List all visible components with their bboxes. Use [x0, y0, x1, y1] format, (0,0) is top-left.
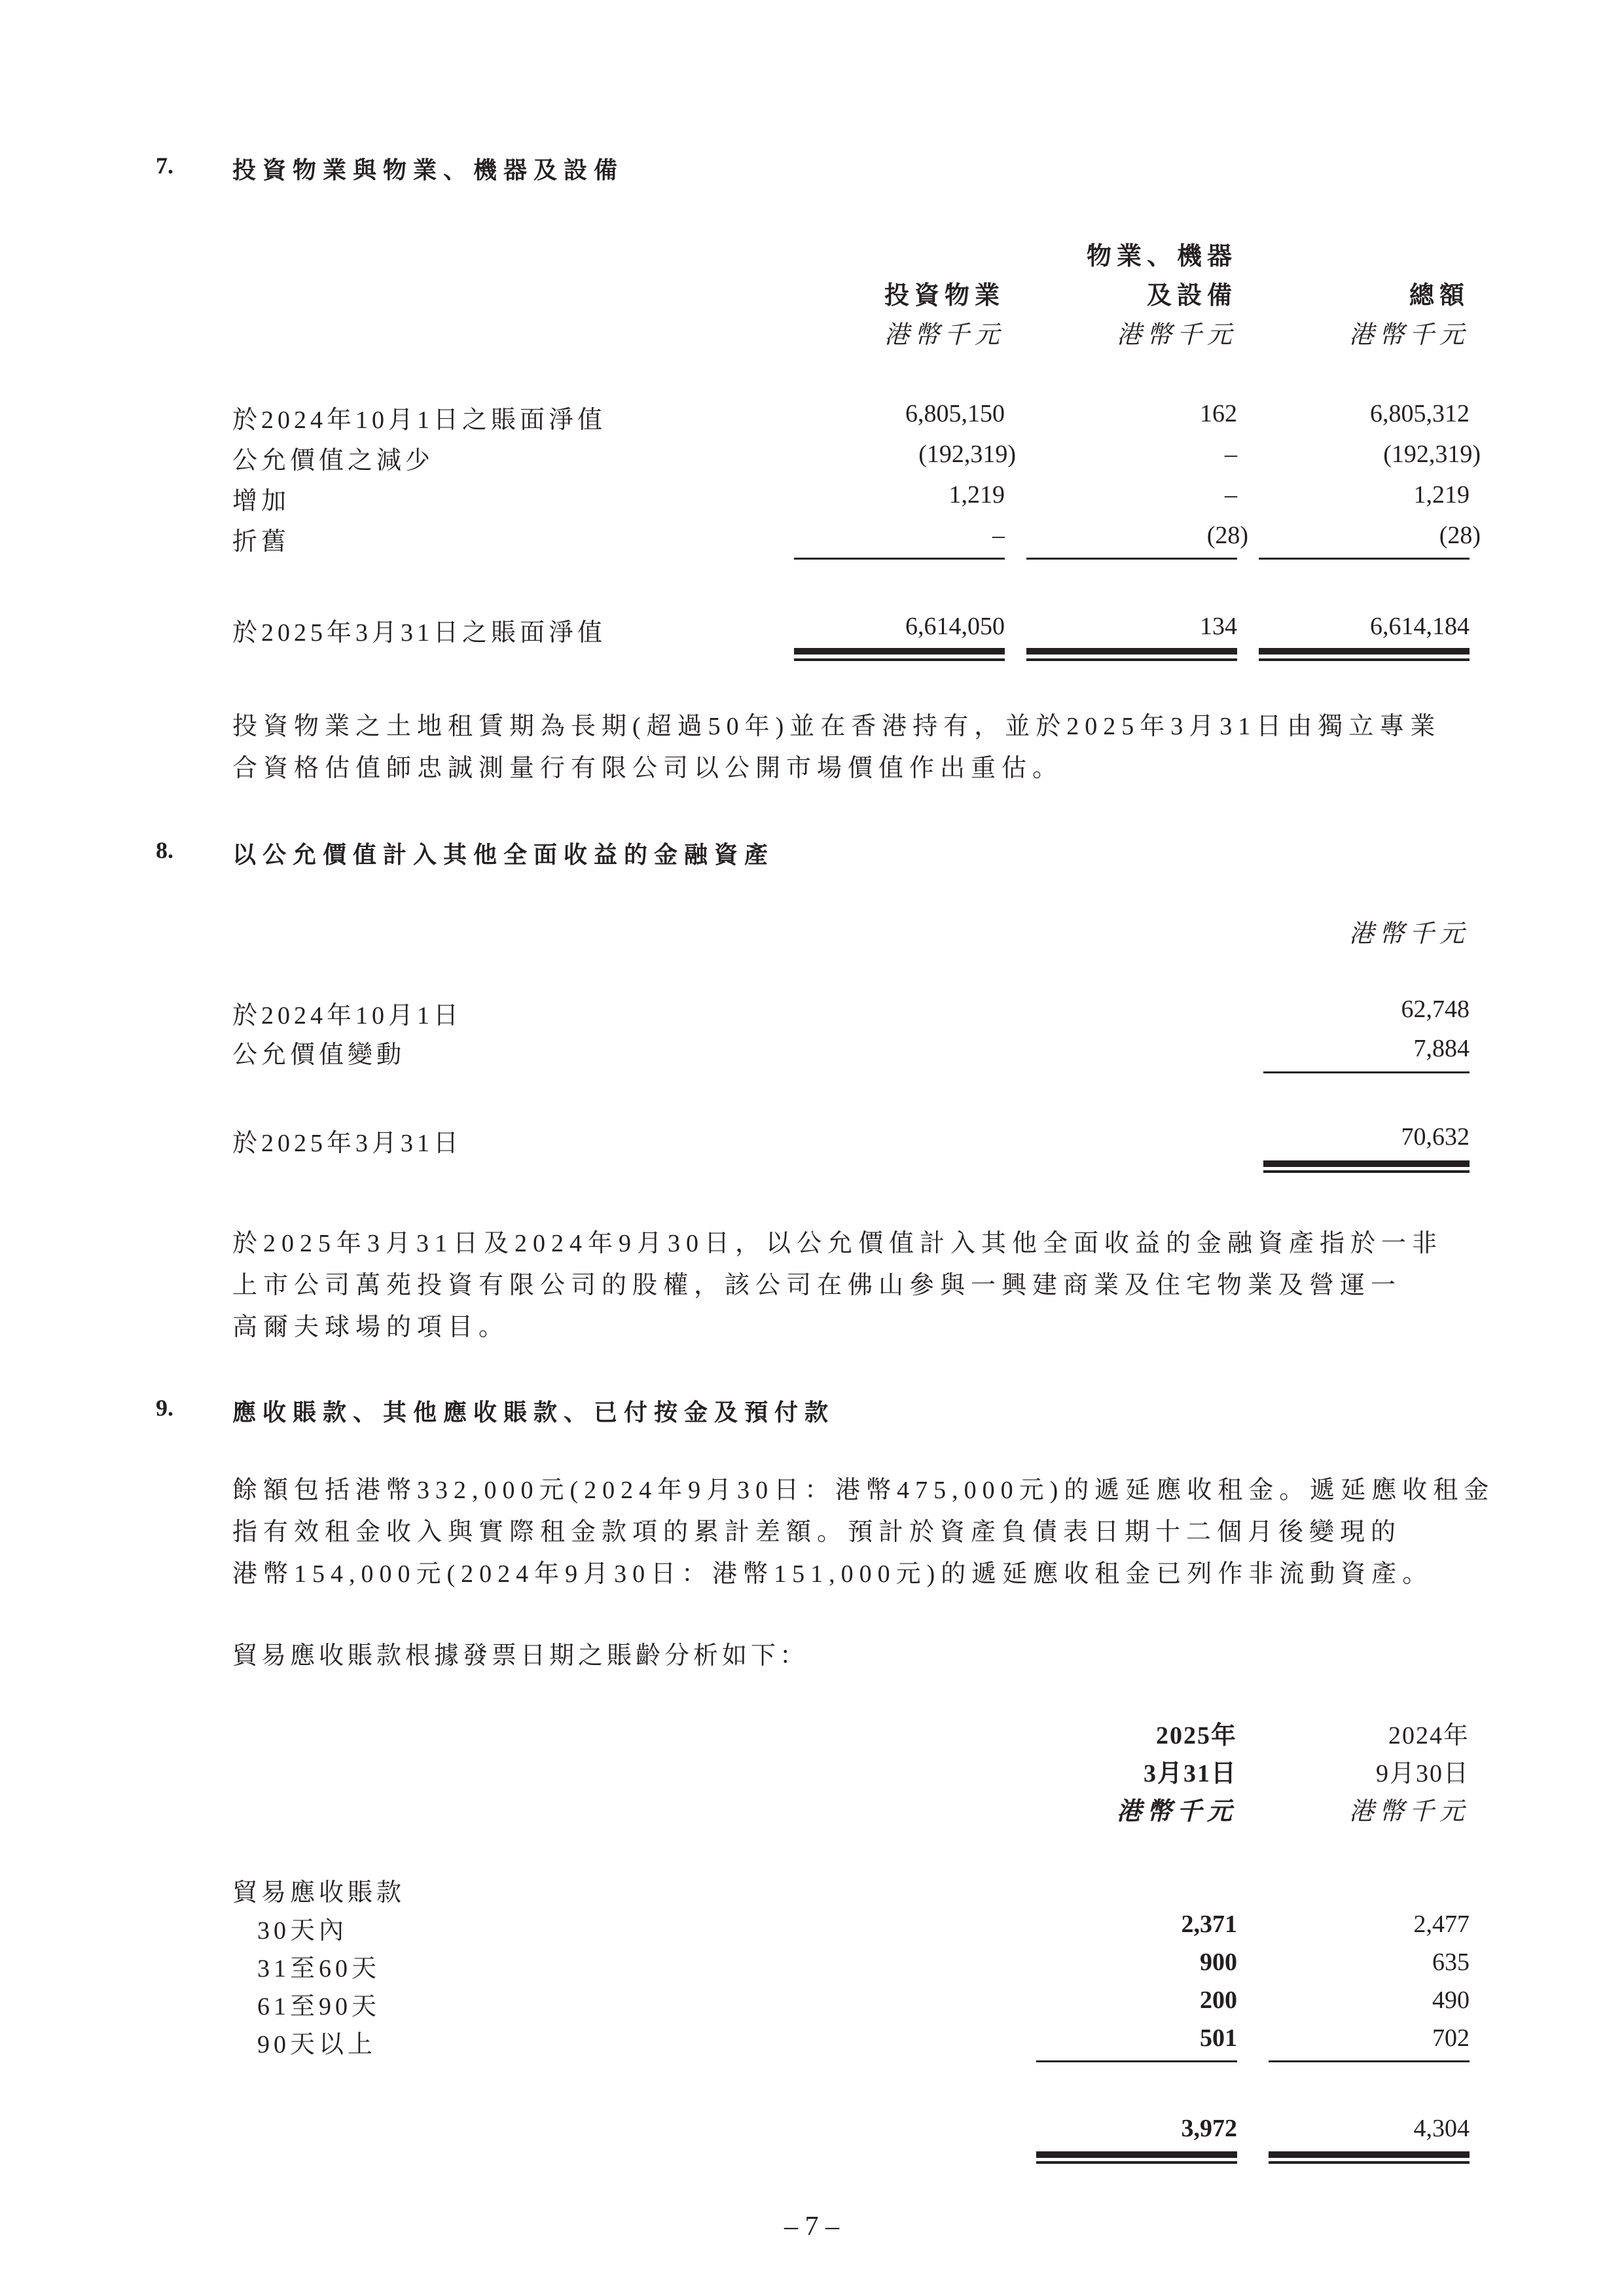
note9-col2-unit: 港幣千元 — [1348, 1798, 1470, 1825]
note7-row-value: (28) — [1439, 522, 1481, 549]
paragraph-line: 港幣154,000元(2024年9月30日：港幣151,000元)的遞延應收租金已列作非流動資產。 — [232, 1560, 1434, 1588]
subtotal-rule — [1259, 558, 1470, 560]
paragraph-line: 高爾夫球場的項目。 — [232, 1314, 510, 1341]
note7-row-label: 增加 — [232, 488, 291, 515]
note9-row-value: 900 — [1200, 1948, 1237, 1976]
note7-row-label: 折舊 — [232, 528, 291, 556]
note8-title: 以公允價值計入其他全面收益的金融資產 — [232, 842, 775, 868]
subtotal-rule — [1269, 2060, 1470, 2062]
note9-paragraph — [232, 1469, 1495, 1595]
note7-col2-header-line2: 及設備 — [1146, 282, 1237, 310]
note8-unit: 港幣千元 — [1348, 920, 1470, 948]
paragraph-line: 於2025年3月31日及2024年9月30日，以公允價值計入其他全面收益的金融資產指於一非 — [232, 1230, 1443, 1257]
note9-row-value: 2,371 — [1181, 1910, 1237, 1938]
total-double-rule — [794, 658, 1005, 661]
subtotal-rule — [1263, 1071, 1470, 1073]
note7-row-value: 162 — [1200, 400, 1237, 427]
note7-paragraph — [232, 706, 1476, 789]
note7-row-value: 1,219 — [948, 481, 1005, 509]
note9-row-label: 90天以上 — [257, 2031, 377, 2058]
note7-total-value: 6,614,184 — [1370, 613, 1470, 640]
note9-row-value: 490 — [1432, 1986, 1470, 2014]
note7-col2-unit: 港幣千元 — [1116, 321, 1237, 349]
note7-col1-header: 投資物業 — [884, 282, 1005, 310]
total-double-rule — [1269, 2151, 1470, 2158]
note7-row-value: (192,319) — [918, 440, 1016, 468]
note8-row-label: 公允價值變動 — [232, 1041, 406, 1069]
note9-col1-date: 3月31日 — [1143, 1760, 1237, 1787]
note9-row-label: 31至60天 — [257, 1955, 381, 1982]
note7-row-value: 6,805,150 — [905, 400, 1005, 427]
note7-number: 7. — [156, 152, 173, 179]
note9-row-label: 61至90天 — [257, 1993, 381, 2020]
note7-total-value: 134 — [1200, 613, 1237, 640]
note9-col1-unit: 港幣千元 — [1116, 1798, 1237, 1825]
total-double-rule — [794, 648, 1005, 655]
note8-number: 8. — [156, 837, 173, 863]
total-double-rule — [1259, 658, 1470, 661]
note7-total-label: 於2025年3月31日之賬面淨值 — [232, 619, 607, 647]
note7-col2-header-line1: 物業、機器 — [1086, 243, 1237, 270]
paragraph-line: 合資格估值師忠誠測量行有限公司以公開市場價值作出重估。 — [232, 755, 1064, 782]
note9-group-label: 貿易應收賬款 — [232, 1879, 406, 1907]
paragraph-line: 上市公司萬苑投資有限公司的股權，該公司在佛山參與一興建商業及住宅物業及營運一 — [232, 1272, 1402, 1299]
note7-total-value: 6,614,050 — [905, 613, 1005, 640]
total-double-rule — [1263, 1170, 1470, 1173]
note9-title: 應收賬款、其他應收賬款、已付按金及預付款 — [232, 1399, 835, 1426]
note7-row-label: 公允價值之減少 — [232, 447, 435, 475]
total-double-rule — [1026, 658, 1237, 661]
note9-row-value: 635 — [1432, 1948, 1470, 1976]
subtotal-rule — [1026, 558, 1237, 560]
note8-total-value: 70,632 — [1401, 1123, 1470, 1151]
subtotal-rule — [1036, 2060, 1237, 2062]
paragraph-line: 投資物業之土地租賃期為長期(超過50年)並在香港持有，並於2025年3月31日由獨立專業 — [232, 713, 1441, 740]
note7-col3-header: 總額 — [1409, 282, 1470, 310]
note7-row-value: 1,219 — [1413, 481, 1470, 509]
note9-total-value: 3,972 — [1181, 2115, 1237, 2142]
page-number: – 7 – — [784, 2212, 839, 2242]
note8-row-value: 7,884 — [1413, 1035, 1470, 1062]
note7-col3-unit: 港幣千元 — [1348, 321, 1470, 349]
note9-aging-intro: 貿易應收賬款根據發票日期之賬齡分析如下： — [232, 1642, 809, 1670]
note9-col1-year: 2025年 — [1155, 1722, 1237, 1749]
total-double-rule — [1259, 648, 1470, 655]
note9-row-value: 501 — [1200, 2024, 1237, 2052]
paragraph-line: 指有效租金收入與實際租金款項的累計差額。預計於資產負債表日期十二個月後變現的 — [232, 1518, 1402, 1546]
note7-col1-unit: 港幣千元 — [884, 321, 1005, 349]
note8-paragraph — [232, 1223, 1476, 1348]
note9-row-value: 2,477 — [1413, 1910, 1470, 1938]
note9-row-value: 200 — [1200, 1986, 1237, 2014]
note7-row-value: 6,805,312 — [1370, 400, 1470, 427]
note7-row-value: (192,319) — [1383, 440, 1481, 468]
note8-row-label: 於2024年10月1日 — [232, 1002, 463, 1030]
note9-col2-date: 9月30日 — [1375, 1760, 1470, 1787]
total-double-rule — [1026, 648, 1237, 655]
paragraph-line: 餘額包括港幣332,000元(2024年9月30日：港幣475,000元)的遞延應收租金。遞延應收租金 — [232, 1477, 1495, 1504]
note7-row-value: (28) — [1206, 522, 1248, 549]
note9-row-value: 702 — [1432, 2024, 1470, 2052]
note9-total-value: 4,304 — [1413, 2115, 1470, 2142]
note7-row-label: 於2024年10月1日之賬面淨值 — [232, 406, 607, 434]
subtotal-rule — [794, 558, 1005, 560]
total-double-rule — [1036, 2161, 1237, 2164]
note7-row-value: – — [1225, 481, 1237, 509]
total-double-rule — [1263, 1160, 1470, 1167]
note9-col2-year: 2024年 — [1388, 1722, 1470, 1749]
note7-row-value: – — [1225, 440, 1237, 468]
note8-row-value: 62,748 — [1401, 996, 1470, 1023]
note7-row-value: – — [992, 522, 1005, 549]
note7-title: 投資物業與物業、機器及設備 — [232, 157, 624, 183]
total-double-rule — [1269, 2161, 1470, 2164]
total-double-rule — [1036, 2151, 1237, 2158]
note9-number: 9. — [156, 1395, 173, 1421]
note8-total-label: 於2025年3月31日 — [232, 1130, 463, 1157]
note9-row-label: 30天內 — [257, 1917, 348, 1945]
